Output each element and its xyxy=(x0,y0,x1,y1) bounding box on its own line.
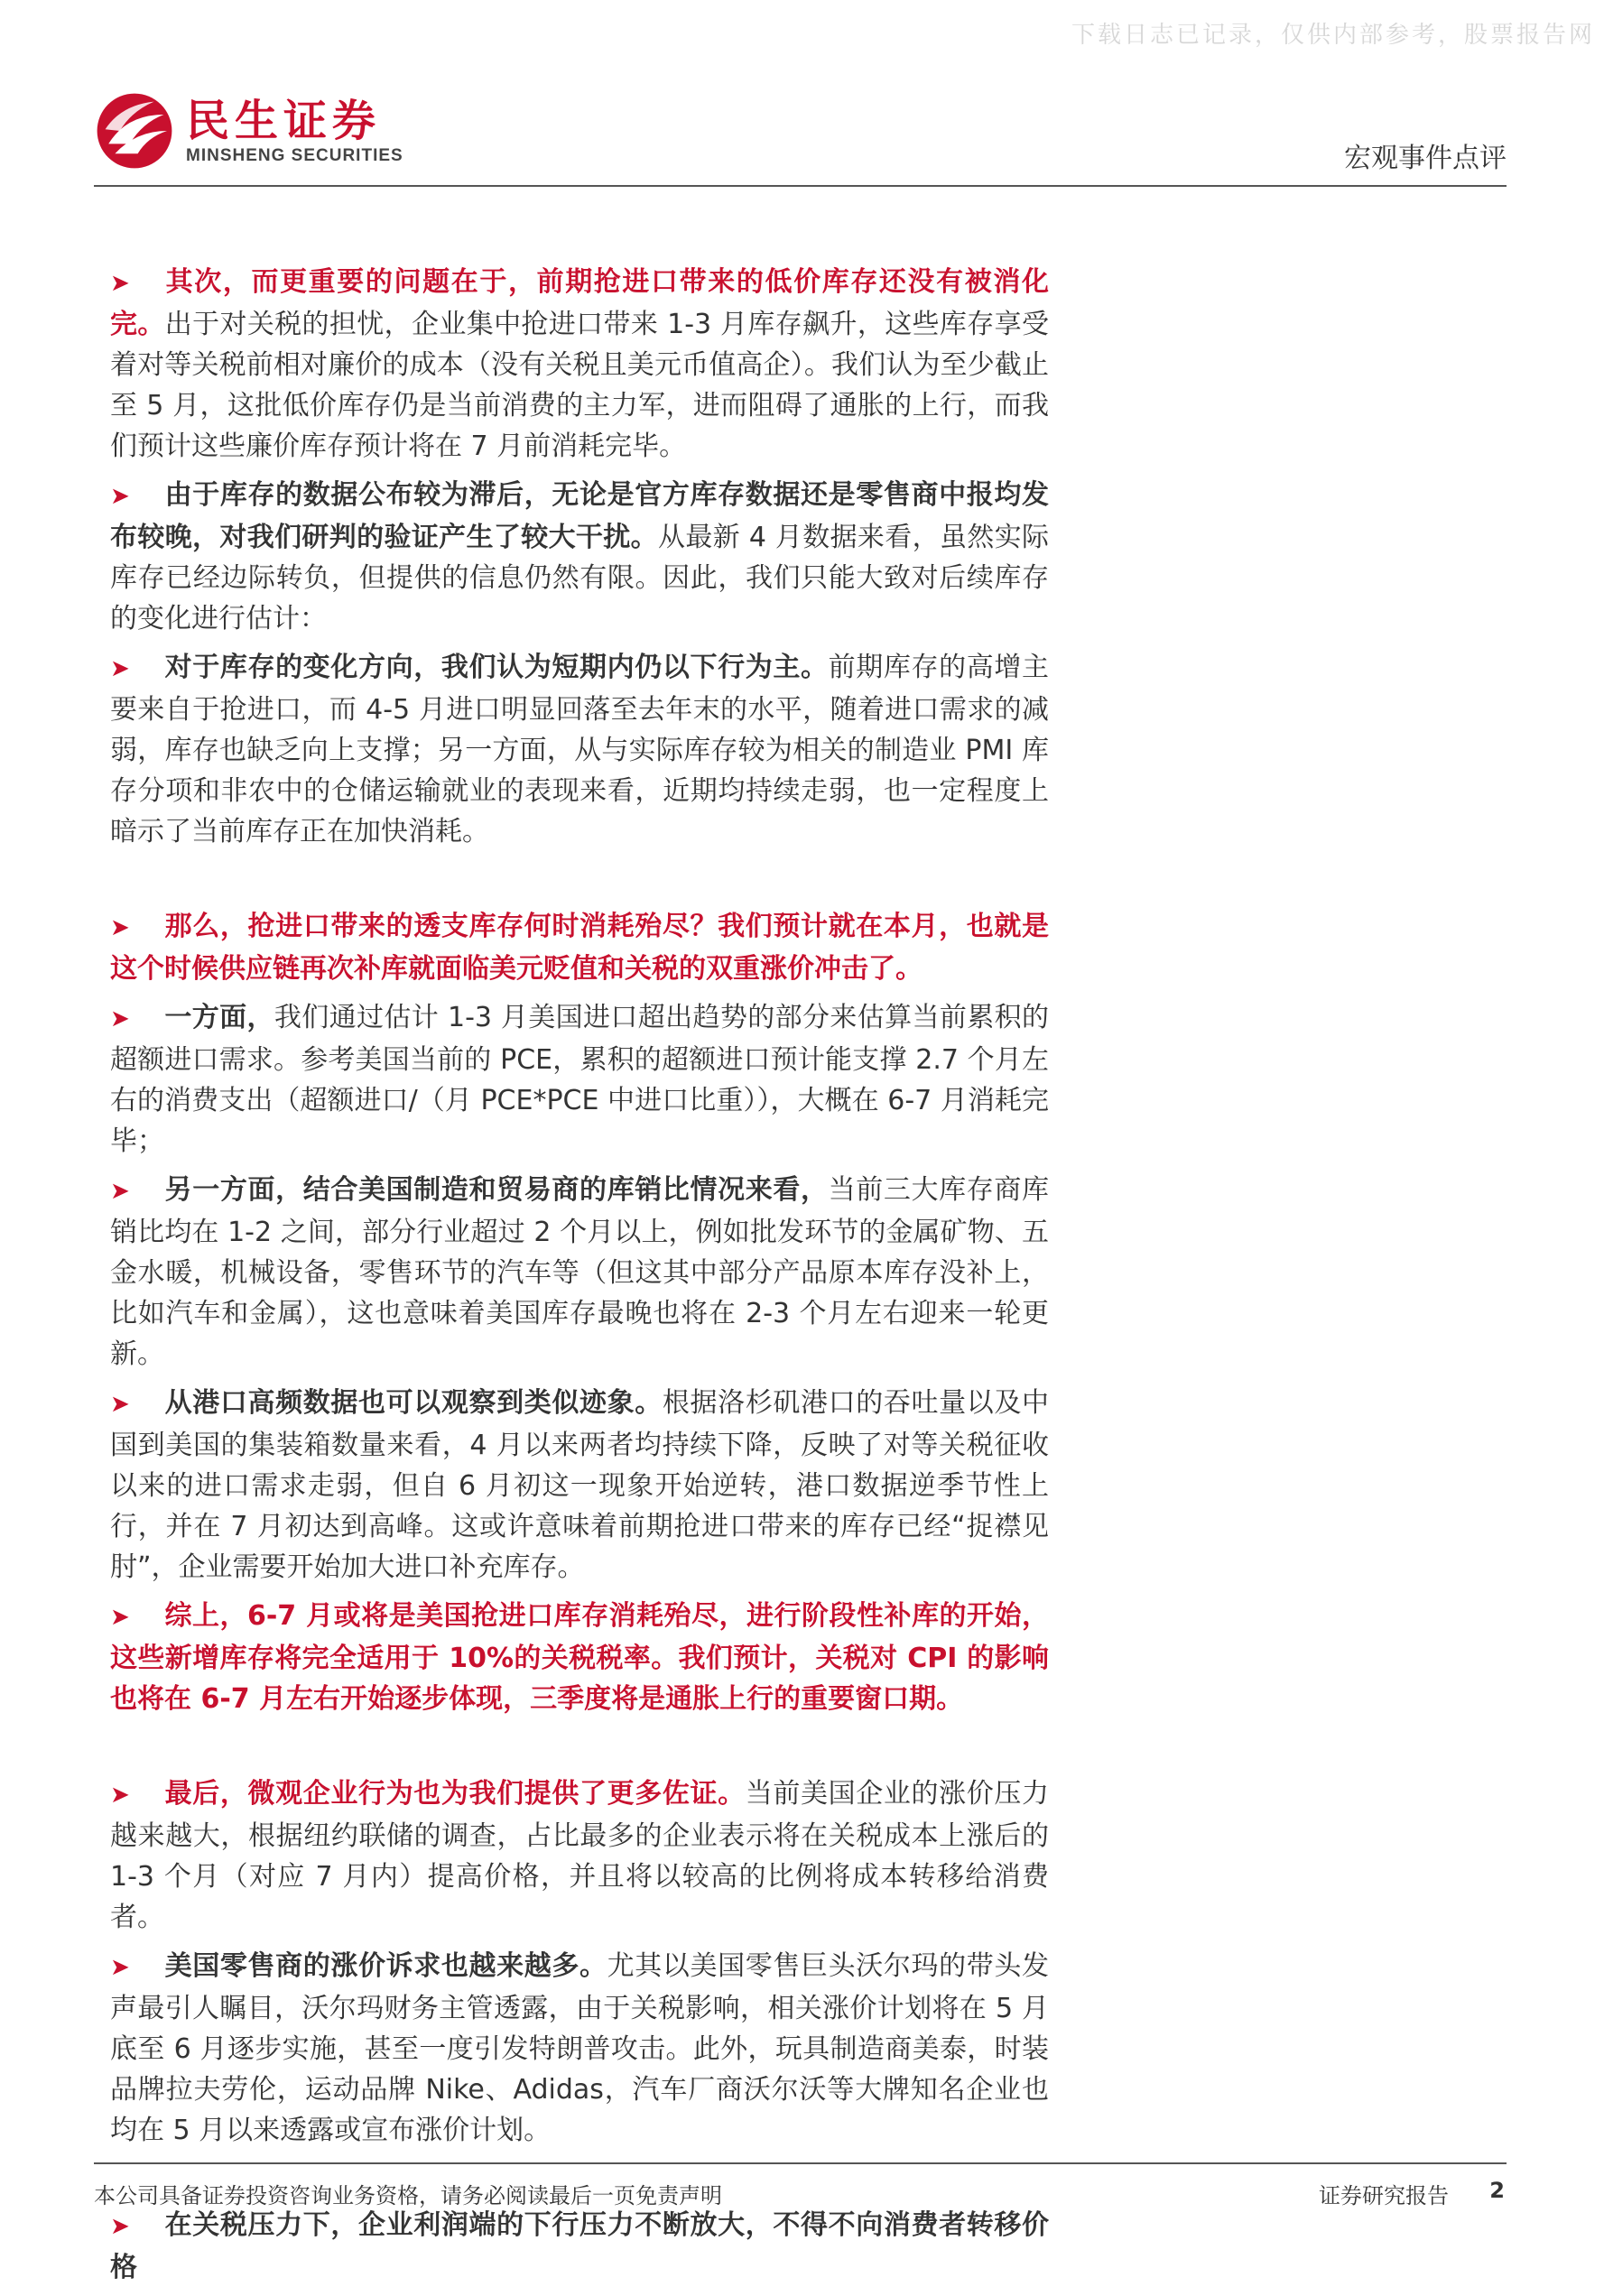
header-divider xyxy=(94,185,1507,187)
bullet-paragraph xyxy=(110,1383,1049,1588)
logo-english-name: MINSHENG SECURITIES xyxy=(186,146,403,165)
bullet-arrow-icon: ➤ xyxy=(110,655,130,682)
paragraph-body: 前期库存的高增主要来自于抢进口，而 4-5 月进口明显回落至去年末的水平，随着进口需求的减弱，库存也缺乏向上支撑；另一方面，从与实际库存较为相关的制造业 PMI 库存分项和非农中的仓储运输就业的表现来看，近期均持续走弱，也一定程度上暗示了当前库存正在加快消耗。 xyxy=(110,652,1049,847)
paragraph-lead: 其次，而更重要的问题在于，前期抢进口带来的低价库存还没有被消化完。 xyxy=(110,266,1049,340)
paragraph-lead: 对于库存的变化方向，我们认为短期内仍以下行为主。 xyxy=(164,652,829,683)
bullet-paragraph xyxy=(110,1773,1049,1938)
paragraph-lead: 另一方面，结合美国制造和贸易商的库销比情况来看， xyxy=(164,1174,829,1206)
bullet-paragraph xyxy=(110,1596,1049,1719)
paragraph-lead: 那么，抢进口带来的透支库存何时消耗殆尽？我们预计就在本月，也就是这个时候供应链再次补库就面临美元贬值和关税的双重涨价冲击了。 xyxy=(110,911,1049,985)
bullet-arrow-icon: ➤ xyxy=(110,1178,130,1205)
bullet-paragraph xyxy=(110,475,1049,639)
bullet-arrow-icon: ➤ xyxy=(110,914,130,941)
paragraph-body: 我们通过估计 1-3 月美国进口超出趋势的部分来估算当前累积的超额进口需求。参考美国当前的 PCE，累积的超额进口预计能支撑 2.7 个月左右的消费支出（超额进口/（月 PCE*PCE 中进口比重）），大概在 6-7 月消耗完毕； xyxy=(110,1002,1050,1157)
footer-disclaimer: 本公司具备证券投资咨询业务资格，请务必阅读最后一页免责声明 xyxy=(94,2183,722,2208)
bullet-paragraph xyxy=(110,647,1049,852)
watermark: 下载日志已记录，仅供内部参考，股票报告网 xyxy=(1071,22,1595,49)
bullet-arrow-icon: ➤ xyxy=(110,1005,130,1032)
paragraph-lead: 在关税压力下，企业利润端的下行压力不断放大，不得不向消费者转移价格 xyxy=(110,2209,1049,2283)
logo-chinese-name: 民生证券 xyxy=(186,96,382,146)
paragraph-lead: 从港口高频数据也可以观察到类似迹象。 xyxy=(164,1387,663,1419)
minsheng-logo-icon xyxy=(94,90,175,171)
footer-divider xyxy=(94,2162,1507,2164)
paragraph-body: 从最新 4 月数据来看，虽然实际库存已经边际转负，但提供的信息仍然有限。因此，我们只能大致对后续库存的变化进行估计： xyxy=(110,522,1049,634)
paragraph-lead: 综上，6-7 月或将是美国抢进口库存消耗殆尽，进行阶段性补库的开始，这些新增库存将完全适用于 10%的关税税率。我们预计，关税对 CPI 的影响也将在 6-7 月左右开始逐步体现，三季度将是通胀上行的重要窗口期。 xyxy=(110,1600,1049,1715)
bullet-arrow-icon: ➤ xyxy=(110,1782,130,1809)
paragraph-lead: 美国零售商的涨价诉求也越来越多。 xyxy=(164,1950,607,1982)
bullet-arrow-icon: ➤ xyxy=(110,1604,130,1631)
bullet-paragraph xyxy=(110,906,1049,989)
bullet-arrow-icon: ➤ xyxy=(110,270,130,297)
bullet-arrow-icon: ➤ xyxy=(110,2213,130,2240)
paragraph-body: 出于对关税的担忧，企业集中抢进口带来 1-3 月库存飙升，这些库存享受着对等关税前相对廉价的成本（没有关税且美元币值高企）。我们认为至少截止至 5 月，这批低价库存仍是当前消费的主力军，进而阻碍了通胀的上行，而我们预计这些廉价库存预计将在 7 月前消耗完毕。 xyxy=(110,309,1050,462)
paragraph-lead: 一方面， xyxy=(164,1002,274,1033)
paragraph-lead: 最后，微观企业行为也为我们提供了更多佐证。 xyxy=(164,1778,746,1810)
paragraph-body: 根据洛杉矶港口的吞吐量以及中国到美国的集装箱数量来看，4 月以来两者均持续下降，反映了对等关税征收以来的进口需求走弱，但自 6 月初这一现象开始逆转，港口数据逆季节性上行，并在 7 月初达到高峰。这或许意味着前期抢进口带来的库存已经“捉襟见肘”，企业需要开始加大进口补充库存。 xyxy=(110,1387,1049,1583)
paragraph-body: 当前美国企业的涨价压力越来越大，根据纽约联储的调查，占比最多的企业表示将在关税成本上涨后的 1-3 个月（对应 7 月内）提高价格，并且将以较高的比例将成本转移给消费者。 xyxy=(110,1778,1049,1933)
footer-doc-type: 证券研究报告 xyxy=(1319,2183,1449,2208)
page-number: 2 xyxy=(1489,2178,1505,2203)
bullet-paragraph xyxy=(110,262,1049,467)
bullet-arrow-icon: ➤ xyxy=(110,1391,130,1418)
bullet-arrow-icon: ➤ xyxy=(110,483,130,510)
company-logo xyxy=(94,90,403,171)
report-body xyxy=(110,262,1049,2296)
bullet-paragraph xyxy=(110,1170,1049,1375)
paragraph-body: 当前三大库存商库销比均在 1-2 之间，部分行业超过 2 个月以上，例如批发环节的金属矿物、五金水暖，机械设备，零售环节的汽车等（但这其中部分产品原本库存没补上，比如汽车和金属），这也意味着美国库存最晚也将在 2-3 个月左右迎来一轮更新。 xyxy=(110,1174,1049,1370)
bullet-arrow-icon: ➤ xyxy=(110,1954,130,1981)
bullet-paragraph xyxy=(110,997,1049,1162)
report-type: 宏观事件点评 xyxy=(1344,143,1507,174)
paragraph-lead: 由于库存的数据公布较为滞后，无论是官方库存数据还是零售商中报均发布较晚，对我们研判的验证产生了较大干扰。 xyxy=(110,479,1049,553)
paragraph-body: 尤其以美国零售巨头沃尔玛的带头发声最引人瞩目，沃尔玛财务主管透露，由于关税影响，相关涨价计划将在 5 月底至 6 月逐步实施，甚至一度引发特朗普攻击。此外，玩具制造商美泰，时装品牌拉夫劳伦，运动品牌 Nike、Adidas，汽车厂商沃尔沃等大牌知名企业也均在 5 月以来透露或宣布涨价计划。 xyxy=(110,1950,1049,2146)
bullet-paragraph xyxy=(110,2205,1049,2288)
bullet-paragraph xyxy=(110,1946,1049,2151)
